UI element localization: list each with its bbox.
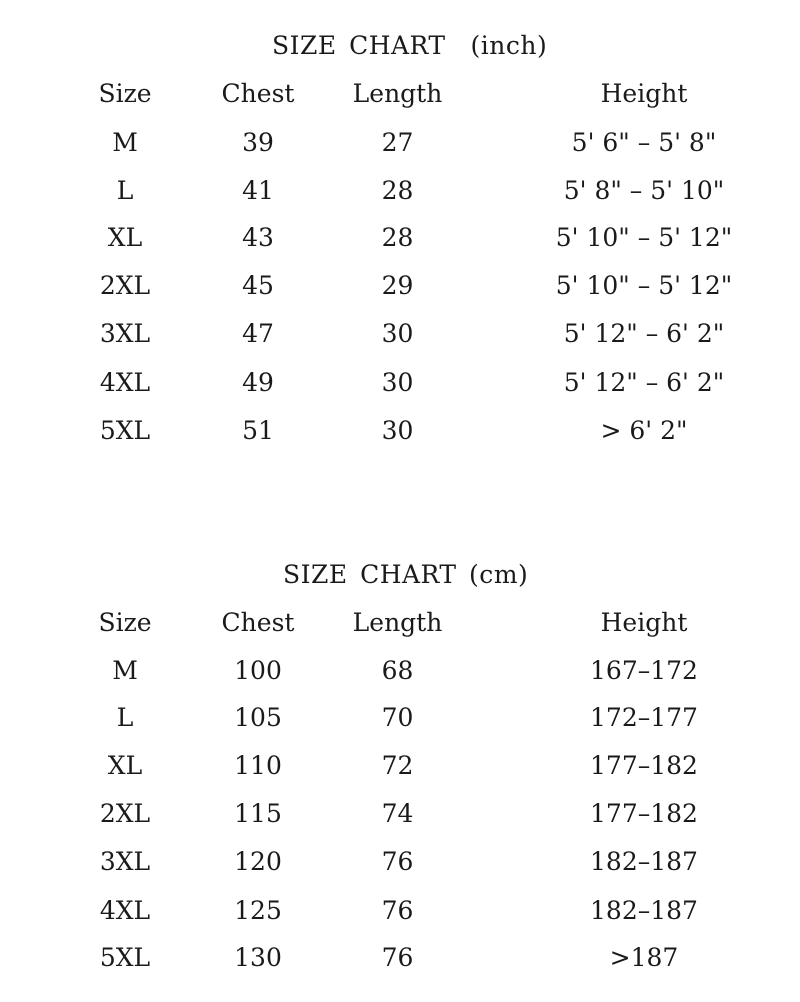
column-header-size: Size bbox=[98, 608, 152, 637]
chart-title: SIZE CHART (cm) bbox=[283, 560, 529, 589]
cell-height: 5' 12" – 6' 2" bbox=[563, 319, 725, 348]
table-row bbox=[0, 310, 800, 358]
cell-size: 4XL bbox=[99, 368, 151, 397]
cell-chest: 43 bbox=[242, 223, 274, 252]
cell-length: 30 bbox=[381, 416, 414, 445]
cell-chest: 100 bbox=[234, 656, 282, 685]
cell-chest: 51 bbox=[242, 416, 274, 445]
cell-size: 5XL bbox=[99, 416, 151, 445]
column-header-chest: Chest bbox=[221, 79, 295, 108]
cell-length: 28 bbox=[381, 223, 414, 252]
cell-height: 167–172 bbox=[590, 656, 698, 685]
cell-height: 5' 6" – 5' 8" bbox=[571, 128, 717, 157]
table-row bbox=[0, 262, 800, 310]
cell-size: M bbox=[112, 656, 138, 685]
cell-height: >187 bbox=[609, 943, 679, 972]
table-row bbox=[0, 407, 800, 455]
cell-height: 5' 8" – 5' 10" bbox=[563, 176, 725, 205]
cell-size: XL bbox=[107, 751, 143, 780]
cell-chest: 115 bbox=[234, 799, 282, 828]
cell-chest: 45 bbox=[242, 271, 274, 300]
table-row bbox=[0, 838, 800, 886]
cell-size: 3XL bbox=[99, 847, 151, 876]
table-row bbox=[0, 694, 800, 742]
cell-size: 5XL bbox=[99, 943, 151, 972]
cell-height: 177–182 bbox=[590, 799, 698, 828]
cell-height: 5' 10" – 5' 12" bbox=[555, 223, 733, 252]
table-header bbox=[0, 599, 800, 647]
cell-length: 72 bbox=[381, 751, 414, 780]
column-header-height: Height bbox=[600, 608, 688, 637]
cell-size: 3XL bbox=[99, 319, 151, 348]
cell-length: 76 bbox=[381, 896, 414, 925]
chart-title: SIZE CHART (inch) bbox=[272, 31, 548, 60]
cell-size: L bbox=[116, 703, 134, 732]
table-row bbox=[0, 647, 800, 695]
column-header-size: Size bbox=[98, 79, 152, 108]
table-row bbox=[0, 742, 800, 790]
column-header-height: Height bbox=[600, 79, 688, 108]
cell-chest: 120 bbox=[234, 847, 282, 876]
column-header-length: Length bbox=[352, 79, 443, 108]
table-row bbox=[0, 119, 800, 167]
table-row bbox=[0, 934, 800, 982]
table-row bbox=[0, 167, 800, 215]
table-row bbox=[0, 887, 800, 935]
cell-height: > 6' 2" bbox=[600, 416, 688, 445]
cell-chest: 110 bbox=[234, 751, 282, 780]
cell-length: 28 bbox=[381, 176, 414, 205]
cell-length: 68 bbox=[381, 656, 414, 685]
column-header-length: Length bbox=[352, 608, 443, 637]
cell-chest: 105 bbox=[234, 703, 282, 732]
table-header bbox=[0, 70, 800, 118]
cell-size: XL bbox=[107, 223, 143, 252]
cell-chest: 130 bbox=[234, 943, 282, 972]
cell-size: 4XL bbox=[99, 896, 151, 925]
cell-chest: 49 bbox=[242, 368, 274, 397]
cell-length: 70 bbox=[381, 703, 414, 732]
table-row bbox=[0, 214, 800, 262]
cell-size: L bbox=[116, 176, 134, 205]
table-row bbox=[0, 790, 800, 838]
cell-height: 182–187 bbox=[590, 847, 698, 876]
cell-chest: 125 bbox=[234, 896, 282, 925]
cell-height: 182–187 bbox=[590, 896, 698, 925]
cell-length: 74 bbox=[381, 799, 414, 828]
cell-length: 29 bbox=[381, 271, 414, 300]
cell-length: 30 bbox=[381, 319, 414, 348]
cell-length: 27 bbox=[381, 128, 414, 157]
cell-height: 172–177 bbox=[590, 703, 698, 732]
cell-chest: 41 bbox=[242, 176, 274, 205]
column-header-chest: Chest bbox=[221, 608, 295, 637]
table-row bbox=[0, 359, 800, 407]
cell-length: 30 bbox=[381, 368, 414, 397]
cell-height: 177–182 bbox=[590, 751, 698, 780]
cell-chest: 47 bbox=[242, 319, 274, 348]
cell-size: 2XL bbox=[99, 799, 151, 828]
cell-height: 5' 10" – 5' 12" bbox=[555, 271, 733, 300]
cell-chest: 39 bbox=[242, 128, 274, 157]
cell-length: 76 bbox=[381, 847, 414, 876]
cell-size: 2XL bbox=[99, 271, 151, 300]
cell-length: 76 bbox=[381, 943, 414, 972]
cell-height: 5' 12" – 6' 2" bbox=[563, 368, 725, 397]
cell-size: M bbox=[112, 128, 138, 157]
